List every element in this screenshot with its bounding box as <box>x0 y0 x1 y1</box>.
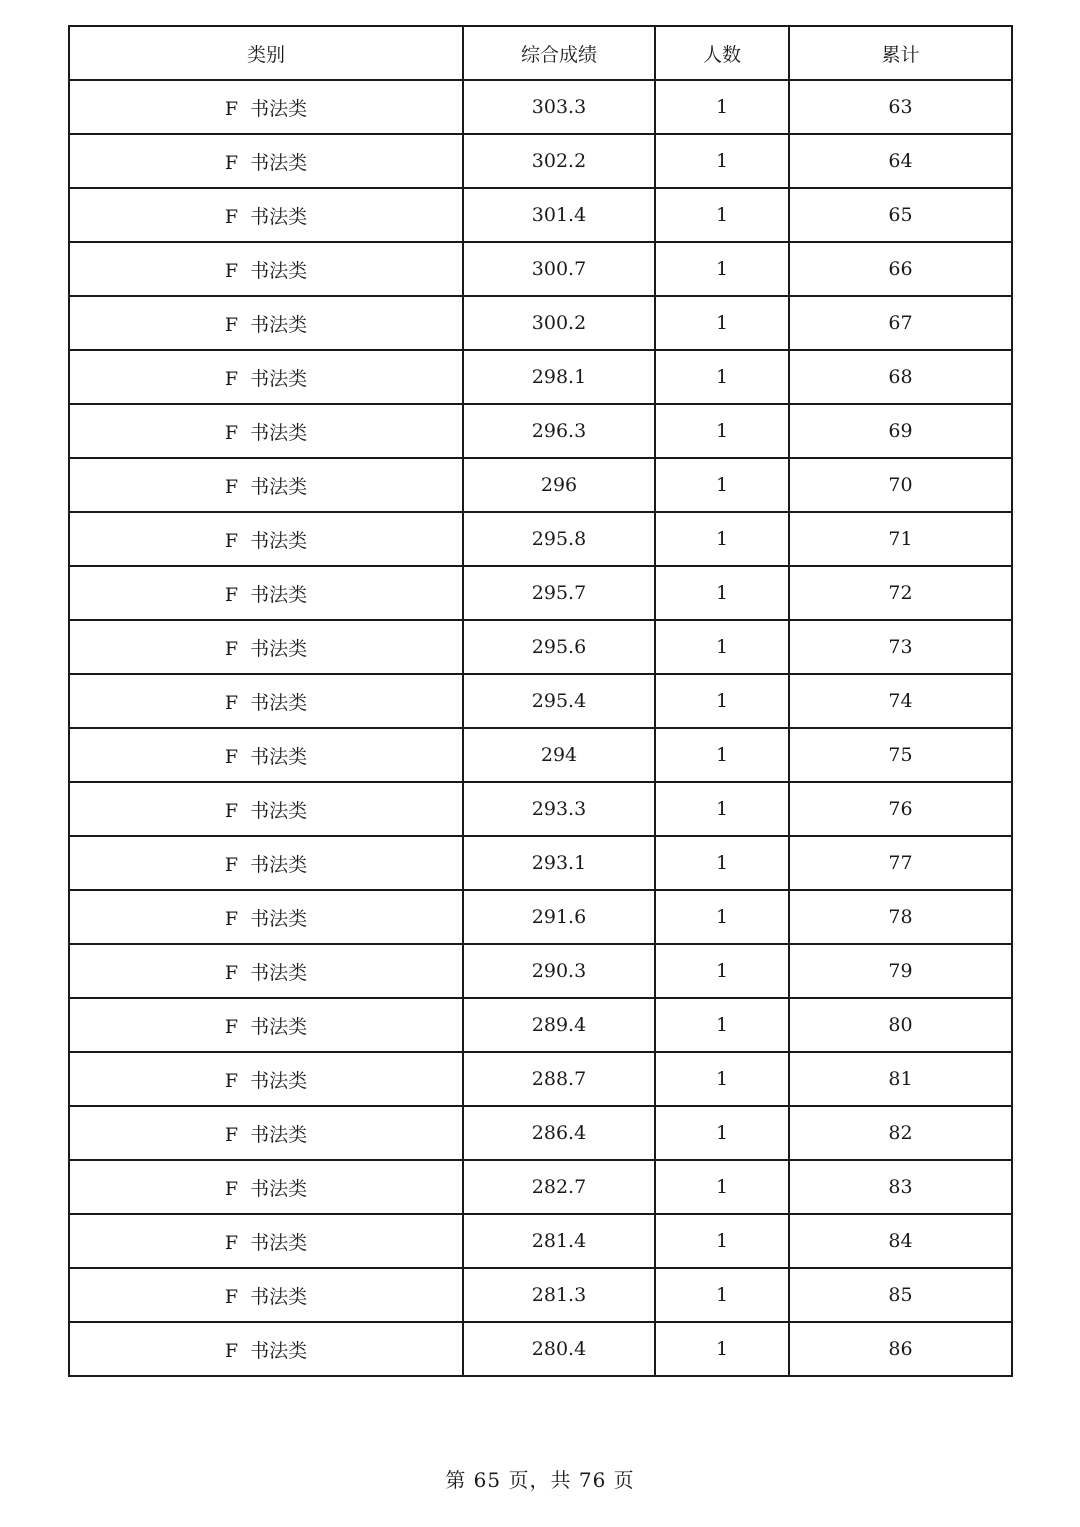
cell-count: 1 <box>655 1322 789 1376</box>
cell-category: F 书法类 <box>69 350 463 404</box>
table-row <box>69 566 1012 620</box>
cell-count: 1 <box>655 674 789 728</box>
cell-count: 1 <box>655 296 789 350</box>
cell-cumulative: 86 <box>789 1322 1012 1376</box>
table-row <box>69 80 1012 134</box>
cell-count: 1 <box>655 1052 789 1106</box>
header-row <box>69 26 1012 80</box>
cell-count: 1 <box>655 836 789 890</box>
cell-score: 295.7 <box>463 566 655 620</box>
cell-category: F 书法类 <box>69 620 463 674</box>
page-number: 第 65 页，共 76 页 <box>445 1468 635 1492</box>
cell-category: F 书法类 <box>69 782 463 836</box>
cell-count: 1 <box>655 1160 789 1214</box>
table-row <box>69 512 1012 566</box>
cell-category: F 书法类 <box>69 944 463 998</box>
cell-cumulative: 66 <box>789 242 1012 296</box>
header-count: 人数 <box>655 26 789 80</box>
cell-cumulative: 77 <box>789 836 1012 890</box>
table-row <box>69 1268 1012 1322</box>
cell-cumulative: 65 <box>789 188 1012 242</box>
cell-count: 1 <box>655 782 789 836</box>
cell-cumulative: 74 <box>789 674 1012 728</box>
cell-count: 1 <box>655 728 789 782</box>
cell-category: F 书法类 <box>69 1106 463 1160</box>
cell-cumulative: 76 <box>789 782 1012 836</box>
cell-score: 289.4 <box>463 998 655 1052</box>
cell-cumulative: 75 <box>789 728 1012 782</box>
score-table <box>68 25 1013 1377</box>
cell-count: 1 <box>655 80 789 134</box>
cell-count: 1 <box>655 944 789 998</box>
cell-count: 1 <box>655 188 789 242</box>
table-row <box>69 1052 1012 1106</box>
cell-score: 302.2 <box>463 134 655 188</box>
cell-count: 1 <box>655 620 789 674</box>
table-row <box>69 620 1012 674</box>
cell-category: F 书法类 <box>69 404 463 458</box>
cell-count: 1 <box>655 566 789 620</box>
cell-score: 293.1 <box>463 836 655 890</box>
cell-cumulative: 68 <box>789 350 1012 404</box>
table-row <box>69 728 1012 782</box>
cell-score: 303.3 <box>463 80 655 134</box>
cell-category: F 书法类 <box>69 296 463 350</box>
cell-count: 1 <box>655 1268 789 1322</box>
cell-score: 294 <box>463 728 655 782</box>
table-row <box>69 998 1012 1052</box>
table-row <box>69 458 1012 512</box>
cell-cumulative: 79 <box>789 944 1012 998</box>
cell-cumulative: 85 <box>789 1268 1012 1322</box>
cell-count: 1 <box>655 512 789 566</box>
cell-score: 291.6 <box>463 890 655 944</box>
cell-score: 282.7 <box>463 1160 655 1214</box>
cell-category: F 书法类 <box>69 512 463 566</box>
cell-score: 301.4 <box>463 188 655 242</box>
cell-cumulative: 70 <box>789 458 1012 512</box>
cell-count: 1 <box>655 1106 789 1160</box>
cell-cumulative: 71 <box>789 512 1012 566</box>
cell-score: 295.6 <box>463 620 655 674</box>
table-row <box>69 1106 1012 1160</box>
cell-category: F 书法类 <box>69 242 463 296</box>
table-row <box>69 134 1012 188</box>
cell-count: 1 <box>655 350 789 404</box>
table-row <box>69 890 1012 944</box>
table-row <box>69 404 1012 458</box>
table-row <box>69 1322 1012 1376</box>
cell-category: F 书法类 <box>69 188 463 242</box>
table-row <box>69 674 1012 728</box>
cell-count: 1 <box>655 1214 789 1268</box>
cell-count: 1 <box>655 458 789 512</box>
cell-category: F 书法类 <box>69 134 463 188</box>
cell-score: 286.4 <box>463 1106 655 1160</box>
cell-cumulative: 80 <box>789 998 1012 1052</box>
cell-score: 280.4 <box>463 1322 655 1376</box>
table-row <box>69 1214 1012 1268</box>
table-row <box>69 1160 1012 1214</box>
cell-cumulative: 67 <box>789 296 1012 350</box>
cell-cumulative: 69 <box>789 404 1012 458</box>
cell-score: 296.3 <box>463 404 655 458</box>
cell-category: F 书法类 <box>69 1052 463 1106</box>
cell-count: 1 <box>655 404 789 458</box>
cell-category: F 书法类 <box>69 1214 463 1268</box>
table-row <box>69 296 1012 350</box>
cell-cumulative: 81 <box>789 1052 1012 1106</box>
cell-category: F 书法类 <box>69 1268 463 1322</box>
cell-score: 295.8 <box>463 512 655 566</box>
cell-score: 298.1 <box>463 350 655 404</box>
cell-category: F 书法类 <box>69 728 463 782</box>
table-row <box>69 836 1012 890</box>
cell-category: F 书法类 <box>69 80 463 134</box>
header-cumulative: 累计 <box>789 26 1012 80</box>
table-row <box>69 944 1012 998</box>
cell-score: 281.3 <box>463 1268 655 1322</box>
cell-score: 295.4 <box>463 674 655 728</box>
cell-count: 1 <box>655 890 789 944</box>
cell-score: 288.7 <box>463 1052 655 1106</box>
cell-category: F 书法类 <box>69 458 463 512</box>
cell-score: 300.7 <box>463 242 655 296</box>
cell-category: F 书法类 <box>69 566 463 620</box>
cell-category: F 书法类 <box>69 890 463 944</box>
table-row <box>69 242 1012 296</box>
table-body <box>69 80 1012 1376</box>
cell-category: F 书法类 <box>69 836 463 890</box>
cell-score: 290.3 <box>463 944 655 998</box>
cell-score: 296 <box>463 458 655 512</box>
cell-category: F 书法类 <box>69 1322 463 1376</box>
cell-cumulative: 84 <box>789 1214 1012 1268</box>
cell-category: F 书法类 <box>69 1160 463 1214</box>
cell-cumulative: 78 <box>789 890 1012 944</box>
table-row <box>69 188 1012 242</box>
cell-score: 300.2 <box>463 296 655 350</box>
cell-count: 1 <box>655 998 789 1052</box>
table-row <box>69 782 1012 836</box>
header-score: 综合成绩 <box>463 26 655 80</box>
cell-cumulative: 73 <box>789 620 1012 674</box>
cell-cumulative: 64 <box>789 134 1012 188</box>
cell-cumulative: 82 <box>789 1106 1012 1160</box>
cell-category: F 书法类 <box>69 998 463 1052</box>
cell-score: 281.4 <box>463 1214 655 1268</box>
cell-cumulative: 72 <box>789 566 1012 620</box>
cell-score: 293.3 <box>463 782 655 836</box>
cell-cumulative: 83 <box>789 1160 1012 1214</box>
cell-cumulative: 63 <box>789 80 1012 134</box>
cell-count: 1 <box>655 134 789 188</box>
table-header <box>69 26 1012 80</box>
header-category: 类别 <box>69 26 463 80</box>
table-row <box>69 350 1012 404</box>
cell-category: F 书法类 <box>69 674 463 728</box>
cell-count: 1 <box>655 242 789 296</box>
